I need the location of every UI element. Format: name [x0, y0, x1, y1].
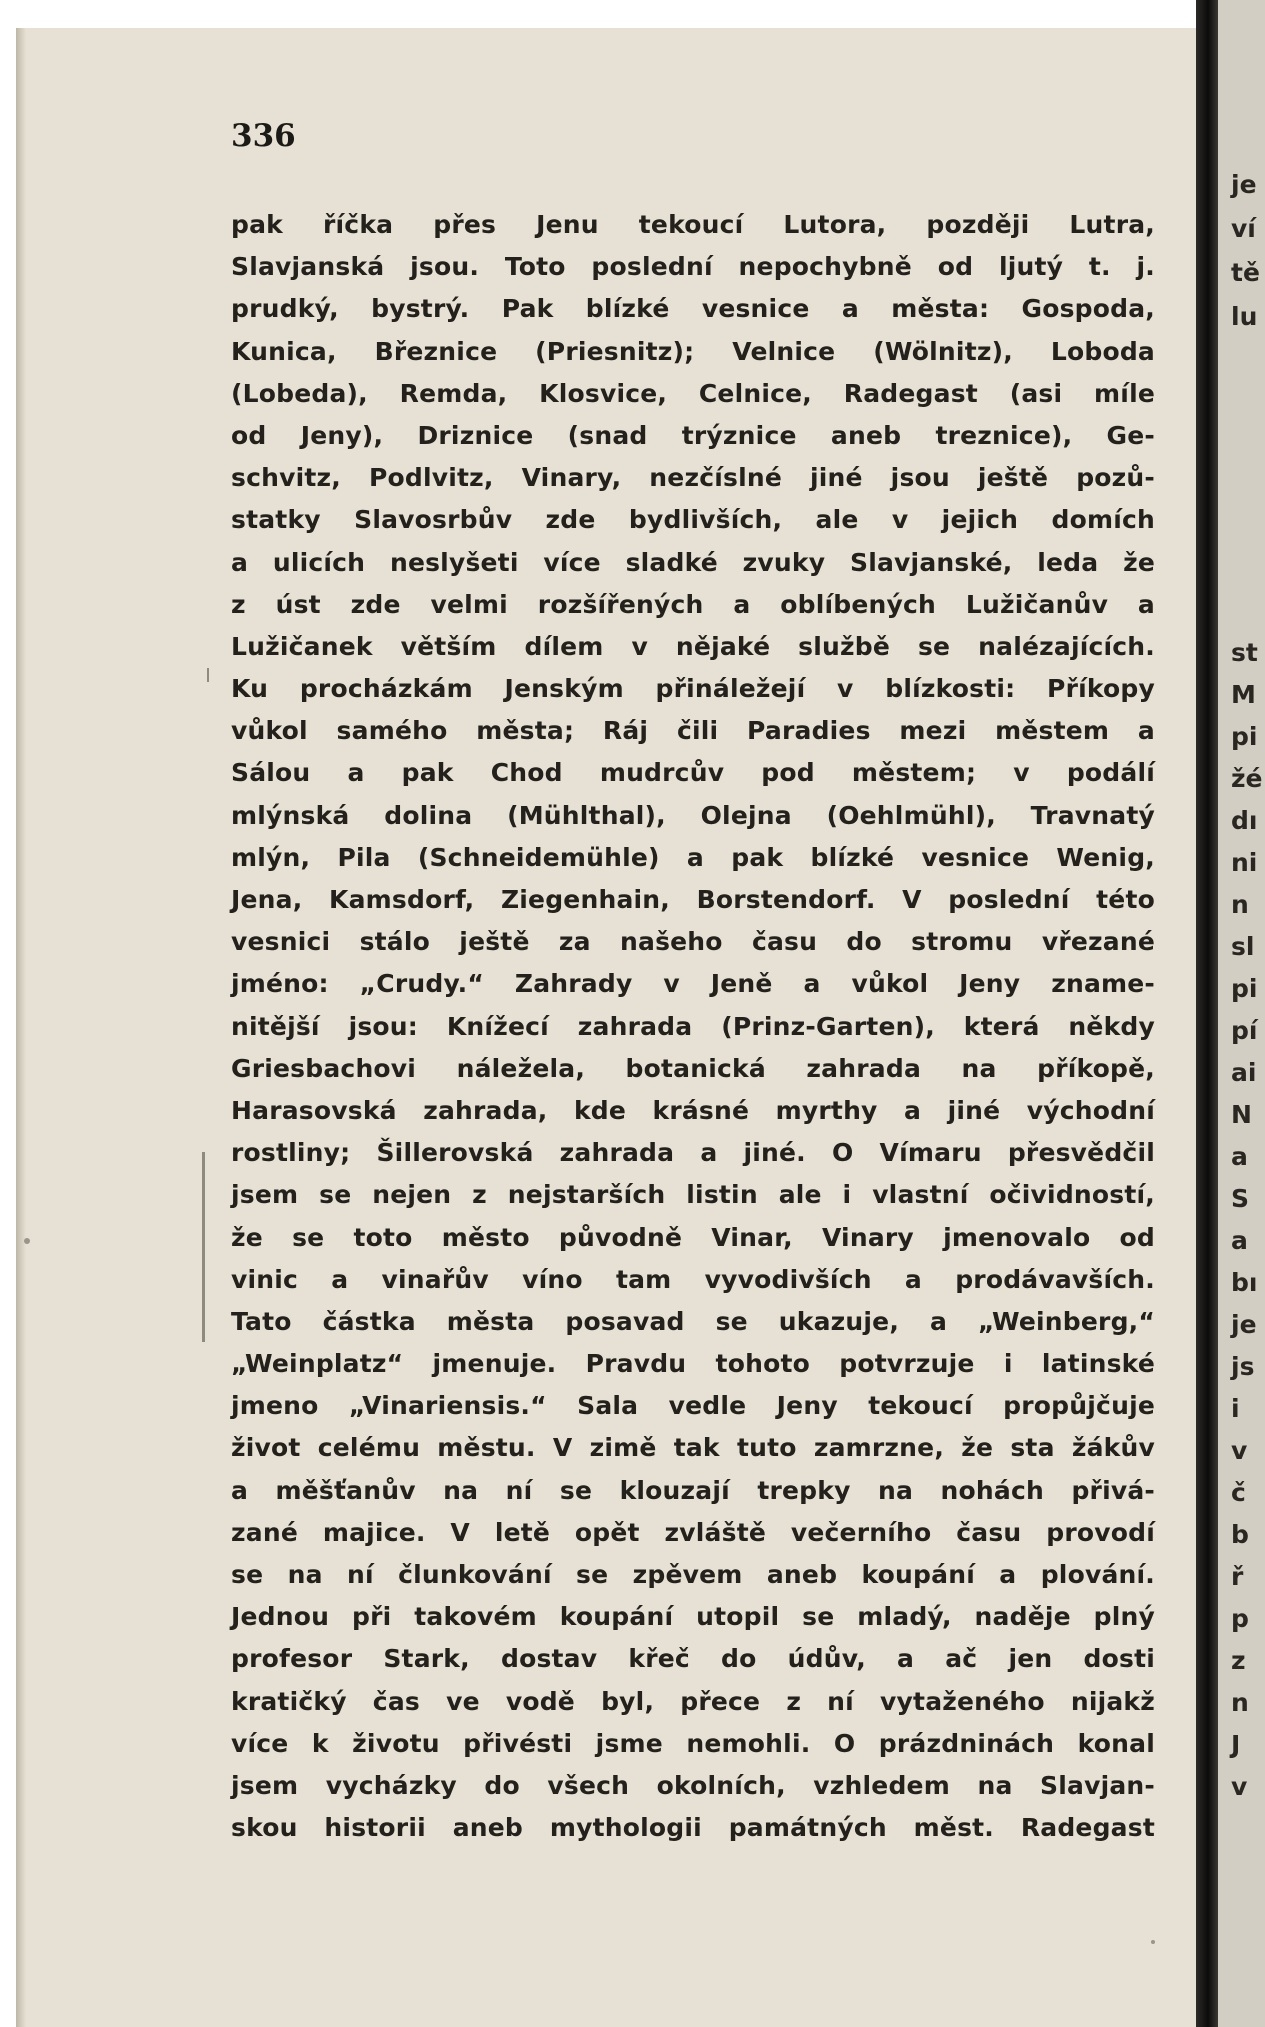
page-edge-shadow	[16, 28, 26, 2027]
text-line: nitější jsou: Knížecí zahrada (Prinz-Garten), která někdy	[231, 1011, 1155, 1041]
text-line: Slavjanská jsou. Toto poslední nepochybně od ljutý t. j.	[231, 252, 1155, 282]
facing-page-fragment: sl	[1231, 932, 1255, 961]
text-line: a měšťanův na ní se klouzají trepky na nohách přivá-	[231, 1475, 1155, 1505]
text-line: rostliny; Šillerovská zahrada a jiné. O Vímaru přesvědčil	[231, 1138, 1155, 1168]
text-line: vesnici stálo ještě za našeho času do stromu vřezané	[231, 927, 1155, 957]
text-line: Lužičanek větším dílem v nějaké službě se nalézajících.	[231, 631, 1155, 661]
text-line: Sálou a pak Chod mudrcův pod městem; v podálí	[231, 758, 1155, 788]
text-line: Jednou při takovém koupání utopil se mladý, naděje plný	[231, 1602, 1155, 1632]
text-line: schvitz, Podlvitz, Vinary, nezčíslné jiné jsou ještě pozů-	[231, 463, 1155, 493]
paper-speck	[1151, 1940, 1155, 1944]
facing-page-fragment: je	[1231, 1310, 1257, 1339]
text-line: prudký, bystrý. Pak blízké vesnice a města: Gospoda,	[231, 294, 1155, 324]
facing-page-fragment: z	[1231, 1646, 1246, 1675]
margin-pencil-mark	[207, 668, 209, 682]
text-line: z úst zde velmi rozšířených a oblíbených Lužičanův a	[231, 589, 1155, 619]
facing-page-fragment: st	[1231, 638, 1258, 667]
facing-page-fragment: pi	[1231, 974, 1258, 1003]
text-line: Harasovská zahrada, kde krásné myrthy a jiné východní	[231, 1095, 1155, 1125]
facing-page-fragment: dı	[1231, 806, 1258, 835]
text-line: od Jeny), Driznice (snad trýznice aneb treznice), Ge-	[231, 420, 1155, 450]
facing-page-fragment: v	[1231, 1772, 1248, 1801]
facing-page-fragment: žé	[1231, 764, 1263, 793]
text-line: vinic a vinařův víno tam vyvodivších a prodávavších.	[231, 1264, 1155, 1294]
facing-page-fragment: js	[1231, 1352, 1255, 1381]
facing-page-fragment: bı	[1231, 1268, 1258, 1297]
text-line: život celému městu. V zimě tak tuto zamrzne, že sta žákův	[231, 1433, 1155, 1463]
facing-page-fragment: M	[1231, 680, 1256, 709]
text-line: se na ní člunkování se zpěvem aneb koupání a plování.	[231, 1560, 1155, 1589]
text-line: a ulicích neslyšeti více sladké zvuky Slavjanské, leda že	[231, 547, 1155, 577]
text-line: skou historii aneb mythologii památných měst. Radegast	[231, 1813, 1155, 1843]
text-line: více k životu přivésti jsme nemohli. O prázdninách konal	[231, 1728, 1155, 1758]
page-number: 336	[231, 118, 296, 154]
text-line: jsem se nejen z nejstarších listin ale i vlastní očividností,	[231, 1180, 1155, 1210]
text-line: pak říčka přes Jenu tekoucí Lutora, později Lutra,	[231, 210, 1155, 239]
facing-page-fragment: ř	[1231, 1562, 1244, 1591]
facing-page-fragment: ai	[1231, 1058, 1257, 1087]
text-line: Ku procházkám Jenským přináležejí v blízkosti: Příkopy	[231, 674, 1155, 704]
facing-page-fragment: i	[1231, 1394, 1240, 1423]
facing-page-fragment: n	[1231, 1688, 1249, 1717]
facing-page-fragment: pi	[1231, 722, 1258, 751]
text-line: vůkol samého města; Ráj čili Paradies mezi městem a	[231, 716, 1155, 746]
paper-speck	[24, 1238, 30, 1244]
text-line: Jena, Kamsdorf, Ziegenhain, Borstendorf. V poslední této	[231, 885, 1155, 914]
text-line: statky Slavosrbův zde bydlivších, ale v jejich domích	[231, 505, 1155, 535]
body-text	[231, 204, 1155, 1849]
text-line: mlýnská dolina (Mühlthal), Olejna (Oehlmühl), Travnatý	[231, 800, 1155, 830]
facing-page-fragment: pí	[1231, 1016, 1258, 1045]
text-line: Kunica, Březnice (Priesnitz); Velnice (Wölnitz), Loboda	[231, 336, 1155, 366]
text-line: kratičký čas ve vodě byl, přece z ní vytaženého nijakž	[231, 1686, 1155, 1716]
facing-page-fragment: v	[1231, 1436, 1248, 1465]
text-line: profesor Stark, dostav křeč do údův, a ač jen dosti	[231, 1644, 1155, 1674]
text-line: Tato částka města posavad se ukazuje, a „Weinberg,“	[231, 1306, 1155, 1336]
facing-page-fragment: p	[1231, 1604, 1249, 1633]
facing-page-fragment: J	[1231, 1730, 1241, 1759]
facing-page-fragment: n	[1231, 890, 1249, 919]
facing-page-fragment: je	[1231, 170, 1257, 199]
text-line: „Weinplatz“ jmenuje. Pravdu tohoto potvrzuje i latinské	[231, 1349, 1155, 1379]
facing-page-fragment: b	[1231, 1520, 1249, 1549]
facing-page-fragment: S	[1231, 1184, 1250, 1213]
book-gutter	[1196, 0, 1218, 2027]
text-line: mlýn, Pila (Schneidemühle) a pak blízké vesnice Wenig,	[231, 842, 1155, 872]
text-line: jsem vycházky do všech okolních, vzhledem na Slavjan-	[231, 1770, 1155, 1800]
facing-page-fragment: a	[1231, 1142, 1248, 1171]
margin-pencil-mark	[202, 1152, 205, 1342]
facing-page-fragment: a	[1231, 1226, 1248, 1255]
text-line: zané majice. V letě opět zvláště večerního času provodí	[231, 1517, 1155, 1547]
text-line: že se toto město původně Vinar, Vinary jmenovalo od	[231, 1222, 1155, 1252]
text-line: jméno: „Crudy.“ Zahrady v Jeně a vůkol Jeny zname-	[231, 969, 1155, 999]
facing-page-fragment: lu	[1231, 302, 1258, 331]
text-line: Griesbachovi náležela, botanická zahrada na příkopě,	[231, 1053, 1155, 1083]
text-line: (Lobeda), Remda, Klosvice, Celnice, Radegast (asi míle	[231, 378, 1155, 408]
text-line: jmeno „Vinariensis.“ Sala vedle Jeny tekoucí propůjčuje	[231, 1391, 1155, 1421]
facing-page-fragment: N	[1231, 1100, 1252, 1129]
facing-page-fragment: tě	[1231, 258, 1260, 287]
facing-page-fragment: ví	[1231, 214, 1256, 243]
facing-page-fragment: č	[1231, 1478, 1246, 1507]
facing-page-fragment: ni	[1231, 848, 1258, 877]
